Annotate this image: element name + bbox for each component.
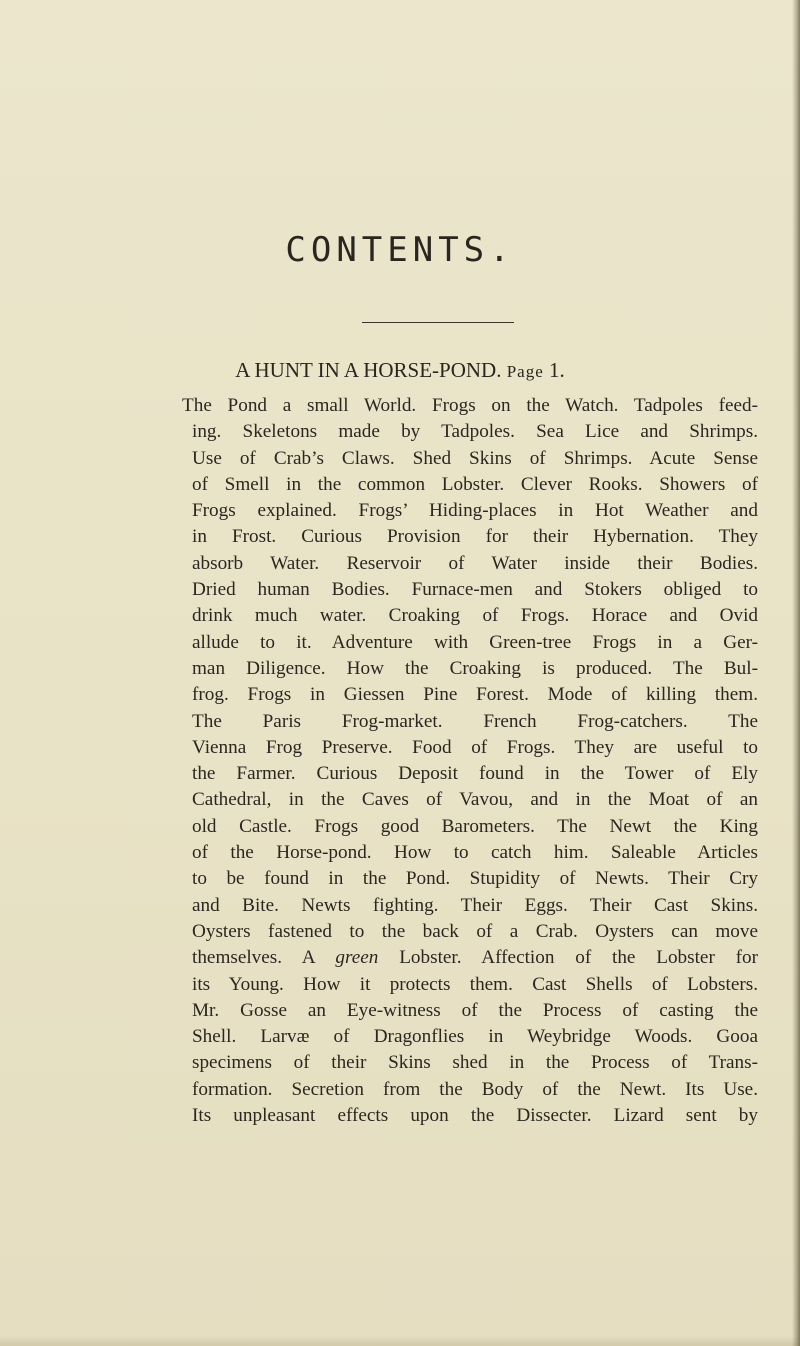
section-title	[0, 358, 800, 383]
page-number: 1.	[549, 358, 565, 382]
summary-line: Frogs explained. Frogs’ Hiding-places in Hot Weather and	[192, 500, 758, 522]
summary-line: frog. Frogs in Giessen Pine Forest. Mode of killing them.	[192, 684, 758, 706]
section-title-text: A HUNT IN A HORSE-POND.	[235, 358, 502, 382]
summary-line: Its unpleasant effects upon the Dissecter. Lizard sent by	[192, 1105, 758, 1127]
contents-summary	[182, 393, 759, 1129]
summary-fragment: Lobster. Affection of the Lobster for	[399, 947, 759, 969]
heading-rule	[362, 322, 514, 323]
summary-line: of Smell in the common Lobster. Clever Rooks. Showers of	[192, 473, 758, 495]
summary-line: to be found in the Pond. Stupidity of Newts. Their Cry	[192, 868, 758, 890]
summary-line: of the Horse-pond. How to catch him. Saleable Articles	[192, 842, 758, 864]
summary-line: allude to it. Adventure with Green-tree Frogs in a Ger-	[192, 631, 758, 653]
summary-line-mixed	[192, 945, 758, 971]
summary-line: the Farmer. Curious Deposit found in the Tower of Ely	[192, 763, 758, 785]
summary-fragment: A	[301, 947, 315, 969]
summary-line: Use of Crab’s Claws. Shed Skins of Shrimps. Acute Sense	[192, 447, 758, 469]
summary-line: The Pond a small World. Frogs on the Watch. Tadpoles feed-	[182, 395, 758, 416]
summary-line: man Diligence. How the Croaking is produced. The Bul-	[192, 657, 758, 679]
summary-line: absorb Water. Reservoir of Water inside their Bodies.	[192, 552, 758, 574]
italic-word: green	[335, 947, 379, 969]
summary-line: formation. Secretion from the Body of the Newt. Its Use.	[192, 1078, 758, 1100]
summary-line: its Young. How it protects them. Cast Shells of Lobsters.	[192, 973, 758, 995]
page-edge-shadow	[792, 0, 800, 1346]
contents-heading: CONTENTS.	[285, 230, 515, 270]
summary-line: specimens of their Skins shed in the Process of Trans-	[192, 1052, 758, 1074]
summary-line: old Castle. Frogs good Barometers. The Newt the King	[192, 815, 758, 837]
summary-line: Cathedral, in the Caves of Vavou, and in the Moat of an	[192, 789, 758, 811]
summary-line: Mr. Gosse an Eye-witness of the Process of casting the	[192, 999, 758, 1021]
summary-line: Shell. Larvæ of Dragonflies in Weybridge Woods. Gooa	[192, 1026, 758, 1048]
summary-line: ing. Skeletons made by Tadpoles. Sea Lice and Shrimps.	[192, 421, 758, 443]
summary-line: The Paris Frog-market. French Frog-catchers. The	[192, 710, 758, 732]
summary-line: drink much water. Croaking of Frogs. Horace and Ovid	[192, 605, 758, 627]
summary-line: Dried human Bodies. Furnace-men and Stokers obliged to	[192, 579, 758, 601]
summary-line: and Bite. Newts fighting. Their Eggs. Their Cast Skins.	[192, 894, 758, 916]
summary-fragment: themselves.	[192, 947, 283, 969]
summary-line: Oysters fastened to the back of a Crab. Oysters can move	[192, 920, 758, 942]
summary-line: Vienna Frog Preserve. Food of Frogs. They are useful to	[192, 736, 758, 758]
page-bottom-shade	[0, 1336, 800, 1346]
summary-line: in Frost. Curious Provision for their Hybernation. They	[192, 526, 758, 548]
page-label: Page	[506, 362, 544, 381]
